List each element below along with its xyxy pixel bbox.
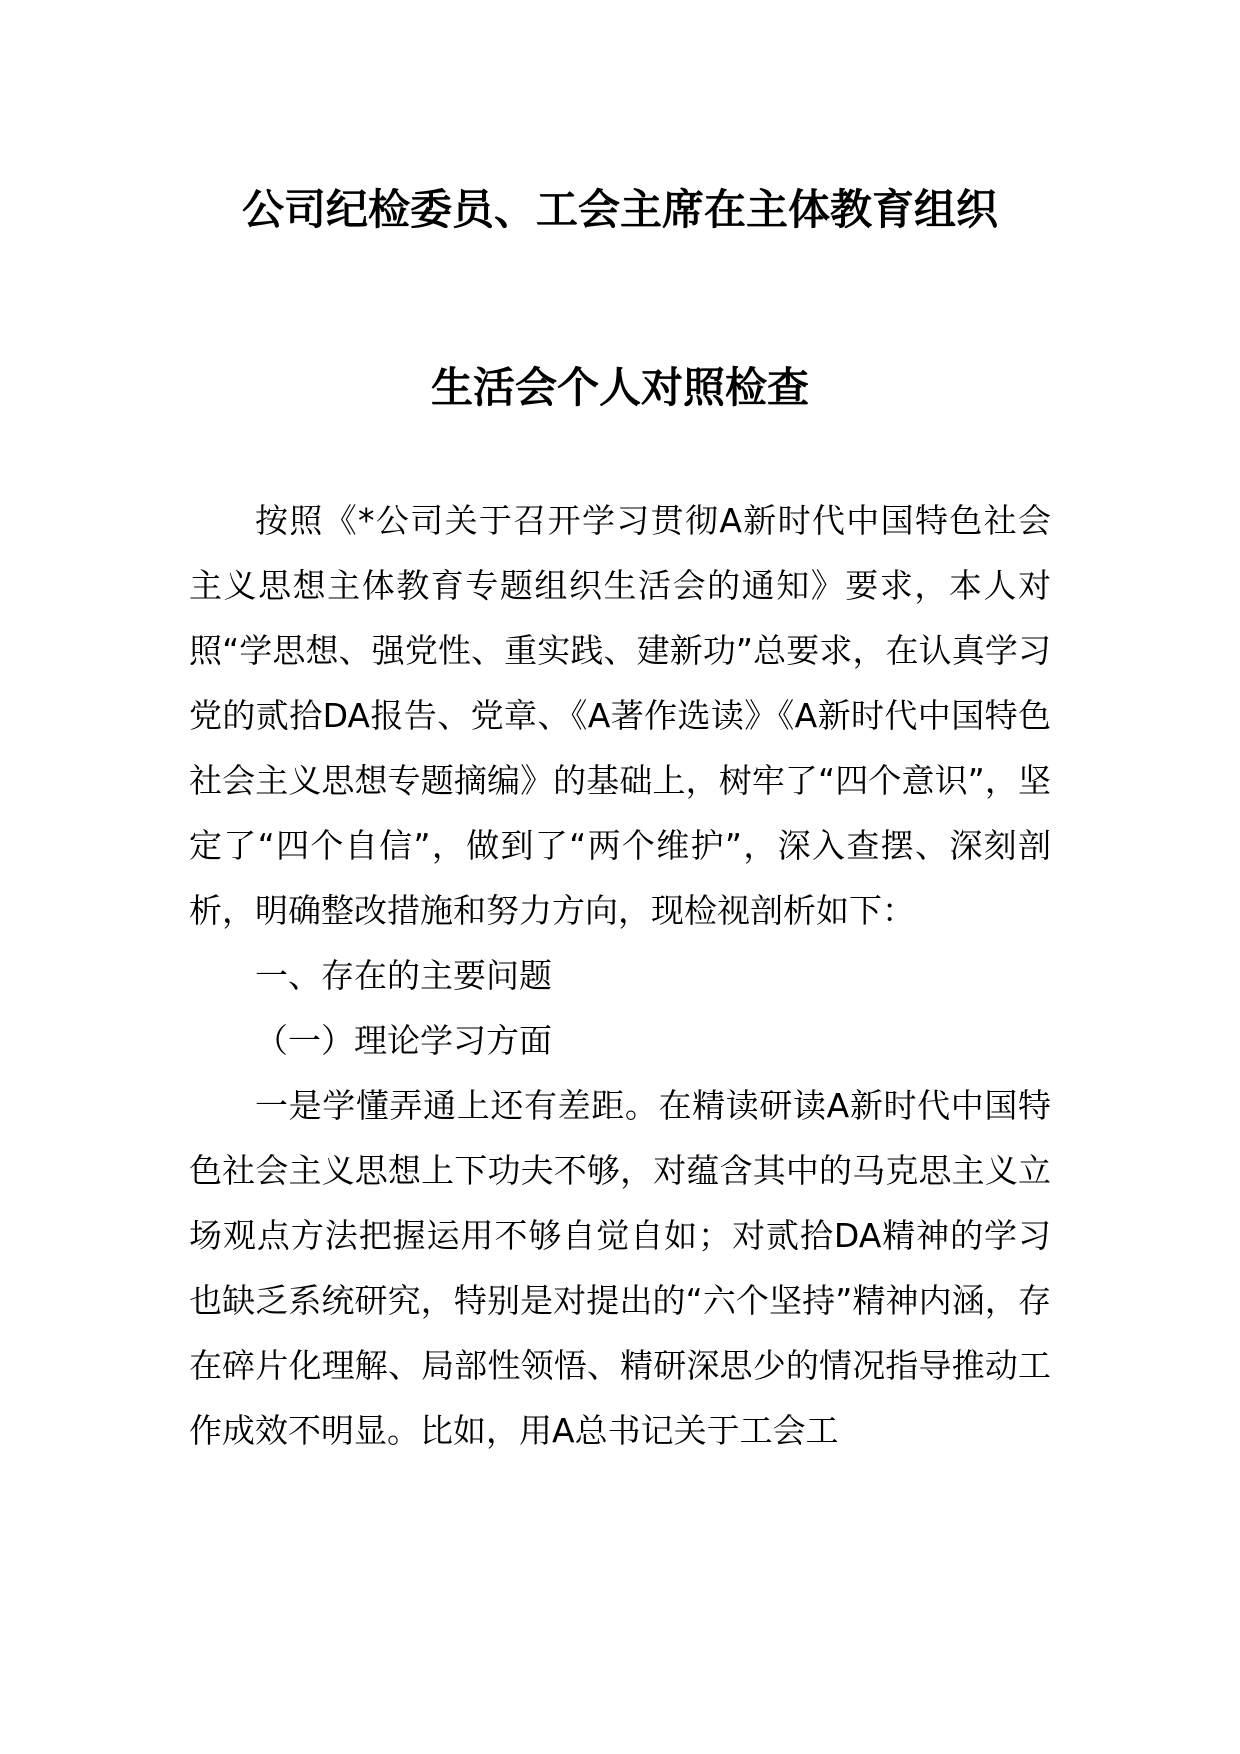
intro-paragraph: 按照《*公司关于召开学习贯彻A新时代中国特色社会主义思想主体教育专题组织生活会的通知》要求，本人对照“学思想、强党性、重实践、建新功”总要求，在认真学习党的贰拾DA报告、党章、《A著作选读》《A新时代中国特色社会主义思想专题摘编》的基础上，树牢了“四个意识”，坚定了“四个自信”，做到了“两个维护”，深入查摆、深刻剖析，明确整改措施和努力方向，现检视剖析如下： [189, 501, 1051, 930]
document-body [189, 488, 1051, 1463]
section-heading: 一、存在的主要问题 [255, 956, 552, 995]
document-title-line-1: 公司纪检委员、工会主席在主体教育组织 [241, 185, 998, 234]
document-title-line-2: 生活会个人对照检查 [430, 363, 809, 412]
subsection-heading: （一）理论学习方面 [255, 1021, 552, 1060]
body-paragraph: 一是学懂弄通上还有差距。在精读研读A新时代中国特色社会主义思想上下功夫不够，对蕴含其中的马克思主义立场观点方法把握运用不够自觉自如；对贰拾DA精神的学习也缺乏系统研究，特别是对提出的“六个坚持”精神内涵，存在碎片化理解、局部性领悟、精研深思少的情况指导推动工作成效不明显。比如，用A总书记关于工会工 [189, 1086, 1051, 1450]
